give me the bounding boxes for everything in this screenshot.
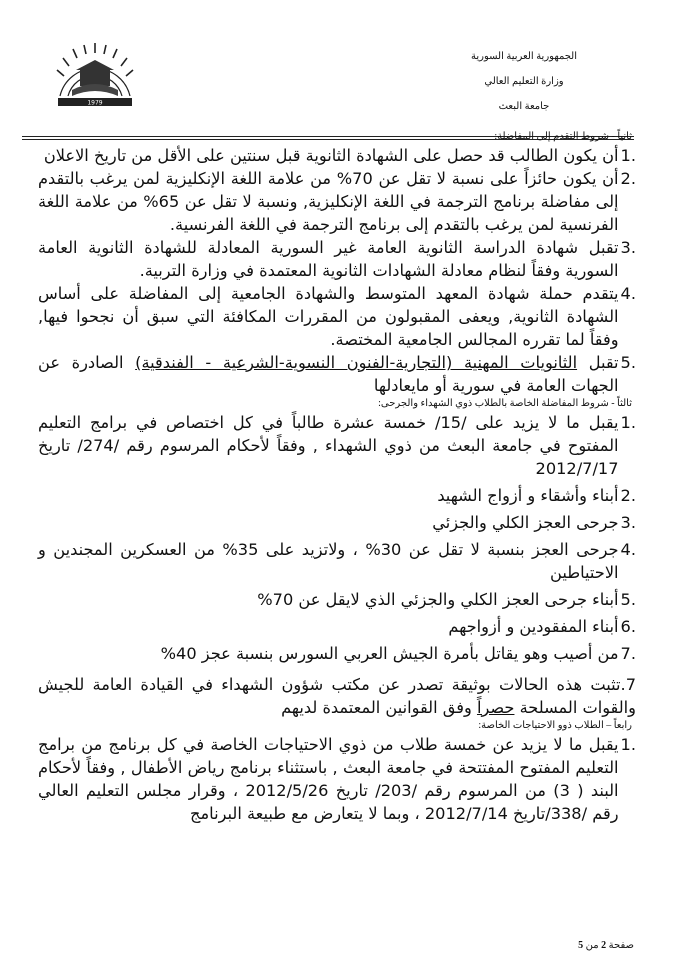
section3-note	[38, 673, 636, 719]
note-pre: 7.تثبت هذه الحالات بوثيقة تصدر عن مكتب شؤون الشهداء في القيادة العامة للجيش والقوات المسلحة	[38, 675, 636, 717]
item-number: 2.	[620, 169, 636, 188]
item-text: أبناء جرحى العجز الكلي والجزئي الذي لايقل عن 70%	[257, 590, 619, 609]
section4-list	[38, 733, 636, 825]
item-text: أبناء وأشقاء و أزواج الشهيد	[437, 486, 619, 505]
logo-year: 1979	[87, 99, 103, 107]
note-post: وفق القوانين المعتمدة لديهم	[281, 698, 477, 717]
item-text: من أصيب وهو يقاتل بأمرة الجيش العربي السورس بنسبة عجز 40%	[160, 644, 619, 663]
item-text-post: الصادرة عن الجهات العامة في سورية أو مايعادلها	[38, 353, 619, 395]
list-item	[38, 588, 636, 611]
list-item	[38, 484, 636, 507]
item-text	[38, 351, 619, 397]
item-number: 6.	[620, 617, 636, 636]
item-text: أن يكون حائزاً على نسبة لا تقل عن 70% من علامة اللغة الإنكليزية لمن يرغب بالتقدم إلى مفاضلة برنامج الترجمة في اللغة الإنكليزية, ونسبة لا تقل عن 65% من علامة اللغة الفرنسية لمن يرغب بالتقدم إلى برنامج الترجمة في اللغة الفرنسية.	[38, 169, 619, 234]
footer-page-word: صفحة	[608, 940, 634, 951]
ministry-header	[444, 44, 604, 119]
item-text: جرحى العجز بنسبة لا تقل عن 30% ، ولاتزيد على 35% من العسكرين المجندين و الاحتياطين	[38, 540, 619, 582]
section3-label: ثالثاً - شروط المفاضلة الخاصة بالطلاب ذوي الشهداء والجرحى:	[378, 398, 632, 409]
item-text: أن يكون الطالب قد حصل على الشهادة الثانوية قبل سنتين على الأقل من تاريخ الاعلان	[43, 146, 619, 165]
footer-page-number: 2	[601, 940, 607, 951]
item-number: 4.	[620, 540, 636, 559]
list-item	[38, 615, 636, 638]
list-item	[38, 236, 636, 282]
list-item	[38, 282, 636, 351]
list-item	[38, 411, 636, 480]
header-country: الجمهورية العربية السورية	[470, 51, 578, 62]
list-item	[38, 733, 636, 825]
item-number: 5.	[620, 353, 636, 372]
note-underlined: حصراً	[476, 698, 515, 717]
document-body	[38, 130, 636, 825]
item-text: يقبل ما لا يزيد عن خمسة طلاب من ذوي الاحتياجات الخاصة في كل برنامج من برامج التعليم المفتوح المفتتحة في جامعة البعث , باستثناء برنامج رياض الأطفال , وفقاً لأحكام البند ( 3) من المرسوم رقم /203/ تاريخ 2012/5/26 ، وقرار مجلس التعليم العالي رقم /338/تاريخ 2012/7/14 ، وبما لا يتعارض مع طبيعة البرنامج	[38, 735, 619, 823]
item-text: جرحى العجز الكلي والجزئي	[432, 513, 619, 532]
item-number: 4.	[620, 284, 636, 303]
section2-label: ثانياً - شروط التقدم إلى المفاضلة:	[494, 131, 632, 142]
item-number: 5.	[620, 590, 636, 609]
item-text: يقبل ما لا يزيد على /15/ خمسة عشرة طالباً في كل اختصاص في برامج التعليم المفتوح في جامعة البعث من ذوي الشهداء , وفقاً لأحكام المرسوم رقم /274/ تاريخ 2012/7/17	[38, 413, 619, 478]
item-number: 7.	[620, 644, 636, 663]
list-item	[38, 167, 636, 236]
item-number: 1.	[620, 735, 636, 754]
item-text-pre: تقبل	[577, 353, 619, 372]
footer-total-pages: 5	[578, 940, 584, 951]
section4-label: رابعاً – الطلاب ذوو الاحتياجات الخاصة:	[478, 720, 632, 731]
item-text-underlined: الثانويات المهنية (التجارية-الفنون النسوية-الشرعية - الفندقية)	[135, 353, 578, 372]
item-text: يتقدم حملة شهادة المعهد المتوسط والشهادة الجامعية إلى المفاضلة على أساس الشهادة الثانوية, ويعفى المقبولون من المقررات المكافئة التي سبق أن نجحوا فيها, وفقاً لما تقرره المجالس الجامعية المختصة.	[38, 284, 619, 349]
list-item	[38, 642, 636, 665]
section2-list	[38, 144, 636, 397]
page-footer	[578, 940, 634, 951]
item-number: 1.	[620, 146, 636, 165]
section3-list	[38, 411, 636, 719]
footer-of-word: من	[585, 940, 599, 951]
item-number: 1.	[620, 413, 636, 432]
header-university: جامعة البعث	[498, 101, 550, 112]
list-item	[38, 511, 636, 534]
item-number: 3.	[620, 513, 636, 532]
item-number: 3.	[620, 238, 636, 257]
list-item	[38, 538, 636, 584]
item-text: تقبل شهادة الدراسة الثانوية العامة غير السورية المعادلة للشهادة الثانوية العامة السورية وفقاً لنظام معادلة الشهادات الثانوية المعتمدة في وزارة التربية.	[38, 238, 619, 280]
list-item	[38, 351, 636, 397]
header-ministry: وزارة التعليم العالي	[484, 76, 564, 87]
university-seal-icon	[52, 40, 138, 110]
list-item	[38, 144, 636, 167]
item-text: أبناء المفقودين و أزواجهم	[448, 617, 619, 636]
item-number: 2.	[620, 486, 636, 505]
